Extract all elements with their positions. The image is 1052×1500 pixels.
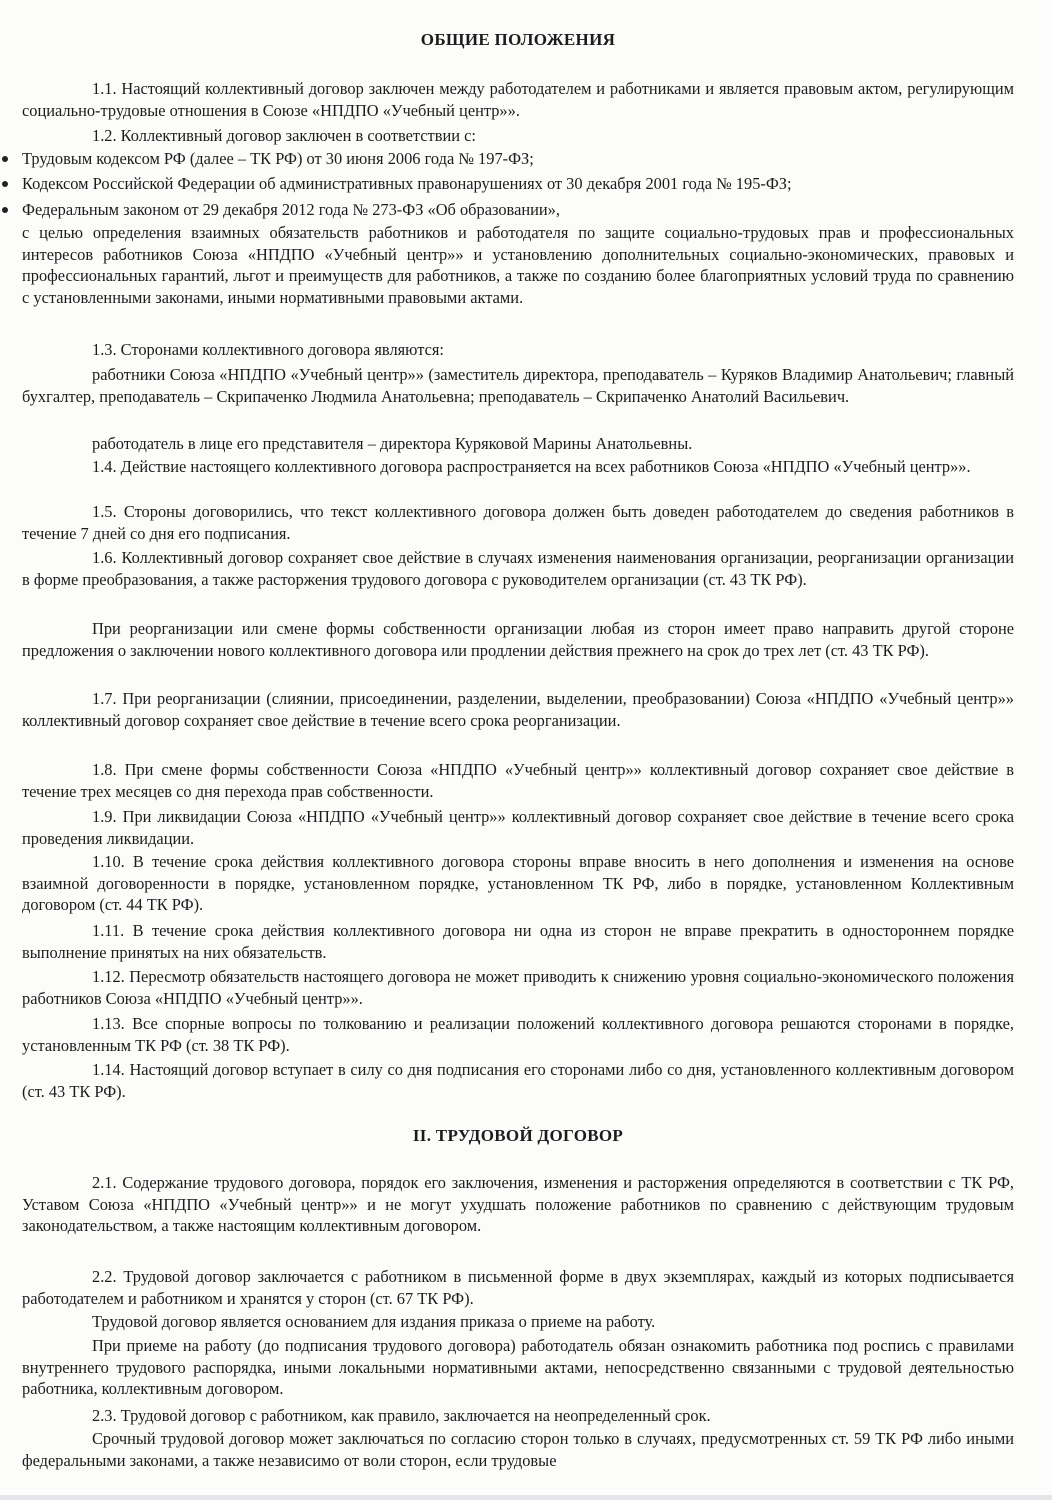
paragraph-purpose: с целью определения взаимных обязательств работников и работодателя по защите социально-трудовых прав и профессиональных интересов работников Союза «НПДПО «Учебный центр»» и установлению дополнительных социально-экономических, правовых и профессиональных гарантий, льгот и преимуществ для работников, а также по созданию более благоприятных условий труда по сравнению с установленными законами, иными нормативными правовыми актами.	[22, 223, 1014, 307]
paragraph-1-6: 1.6. Коллективный договор сохраняет свое действие в случаях изменения наименования организации, реорганизации организации в форме преобразования, а также расторжения трудового договора с руководителем организации (ст. 43 ТК РФ).	[22, 548, 1014, 589]
paragraph-1-10: 1.10. В течение срока действия коллективного договора стороны вправе вносить в него дополнения и изменения на основе взаимной договоренности в порядке, установленном порядке, установленном ТК РФ, либо в порядке, установленном Коллективным договором (ст. 44 ТК РФ).	[22, 852, 1014, 914]
paragraph-2-3: 2.3. Трудовой договор с работником, как правило, заключается на неопределенный срок.	[92, 1406, 711, 1425]
bullet-icon	[2, 181, 8, 187]
paragraph-1-11: 1.11. В течение срока действия коллективного договора ни одна из сторон не вправе прекратить в одностороннем порядке выполнение принятых на них обязательств.	[22, 921, 1014, 962]
paragraph-1-14: 1.14. Настоящий договор вступает в силу со дня подписания его сторонами либо со дня, установленного коллективным договором (ст. 43 ТК РФ).	[22, 1060, 1014, 1101]
paragraph-1-3-employer: работодатель в лице его представителя – директора Куряковой Марины Анатольевны.	[92, 434, 693, 453]
paragraph-1-2: 1.2. Коллективный договор заключен в соответствии с:	[92, 126, 476, 145]
paragraph-1-6-reorg: При реорганизации или смене формы собственности организации любая из сторон имеет право направить другой стороне предложения о заключении нового коллективного договора или продлении действия прежнего на срок до трех лет (ст. 43 ТК РФ).	[22, 619, 1014, 660]
paragraph-2-3-fixed-term: Срочный трудовой договор может заключаться по согласию сторон только в случаях, предусмотренных ст. 59 ТК РФ либо иными федеральными законами, а также независимо от воли сторон, если трудовые	[22, 1429, 1014, 1470]
paragraph-1-7: 1.7. При реорганизации (слиянии, присоединении, разделении, выделении, преобразовании) Союза «НПДПО «Учебный центр»» коллективный договор сохраняет свое действие в течение всего срока реорганизации.	[22, 689, 1014, 730]
paragraph-1-8: 1.8. При смене формы собственности Союза «НПДПО «Учебный центр»» коллективный договор сохраняет свое действие в течение трех месяцев со дня перехода прав собственности.	[22, 760, 1014, 801]
paragraph-1-9: 1.9. При ликвидации Союза «НПДПО «Учебный центр»» коллективный договор сохраняет свое действие в течение всего срока проведения ликвидации.	[22, 807, 1014, 848]
paragraph-2-1: 2.1. Содержание трудового договора, порядок его заключения, изменения и расторжения определяются в соответствии с ТК РФ, Уставом Союза «НПДПО «Учебный центр»» и не могут ухудшать положение работников по сравнению с действующим трудовым законодательством, а также настоящим коллективным договором.	[22, 1173, 1014, 1235]
paragraph-1-12: 1.12. Пересмотр обязательств настоящего договора не может приводить к снижению уровня социально-экономического положения работников Союза «НПДПО «Учебный центр»».	[22, 967, 1014, 1008]
paragraph-2-2: 2.2. Трудовой договор заключается с работником в письменной форме в двух экземплярах, каждый из которых подписывается работодателем и работником и хранятся у сторон (ст. 67 ТК РФ).	[22, 1267, 1014, 1308]
paragraph-1-1: 1.1. Настоящий коллективный договор заключен между работодателем и работниками и является правовым актом, регулирующим социально-трудовые отношения в Союзе «НПДПО «Учебный центр»».	[22, 79, 1014, 120]
bullet-icon	[2, 207, 8, 213]
paragraph-1-4: 1.4. Действие настоящего коллективного договора распространяется на всех работников Союза «НПДПО «Учебный центр»».	[92, 457, 971, 476]
paragraph-1-3: 1.3. Сторонами коллективного договора являются:	[92, 340, 444, 359]
paragraph-1-5: 1.5. Стороны договорились, что текст коллективного договора должен быть доведен работодателем до сведения работников в течение 7 дней со дня его подписания.	[22, 502, 1014, 543]
section-title-employment-contract: II. ТРУДОВОЙ ДОГОВОР	[412, 1126, 624, 1145]
paragraph-2-2-acquaint: При приеме на работу (до подписания трудового договора) работодатель обязан ознакомить работника под роспись с правилами внутреннего трудового распорядка, иными локальными нормативными актами, непосредственно связанными с трудовой деятельностью работника, коллективным договором.	[22, 1336, 1014, 1398]
bullet-icon	[2, 156, 8, 162]
paragraph-2-2-basis: Трудовой договор является основанием для издания приказа о приеме на работу.	[92, 1312, 656, 1331]
paragraph-1-3-workers: работники Союза «НПДПО «Учебный центр»» (заместитель директора, преподаватель – Куряков Владимир Анатольевич; главный бухгалтер, преподаватель – Скрипаченко Людмила Анатольевна; преподаватель – Скрипаченко Анатолий Васильевич.	[22, 365, 1014, 406]
paragraph-1-13: 1.13. Все спорные вопросы по толкованию и реализации положений коллективного договора решаются сторонами в порядке, установленным ТК РФ (ст. 38 ТК РФ).	[22, 1014, 1014, 1055]
section-title-general: ОБЩИЕ ПОЛОЖЕНИЯ	[420, 30, 616, 49]
scan-edge	[0, 1495, 1052, 1500]
